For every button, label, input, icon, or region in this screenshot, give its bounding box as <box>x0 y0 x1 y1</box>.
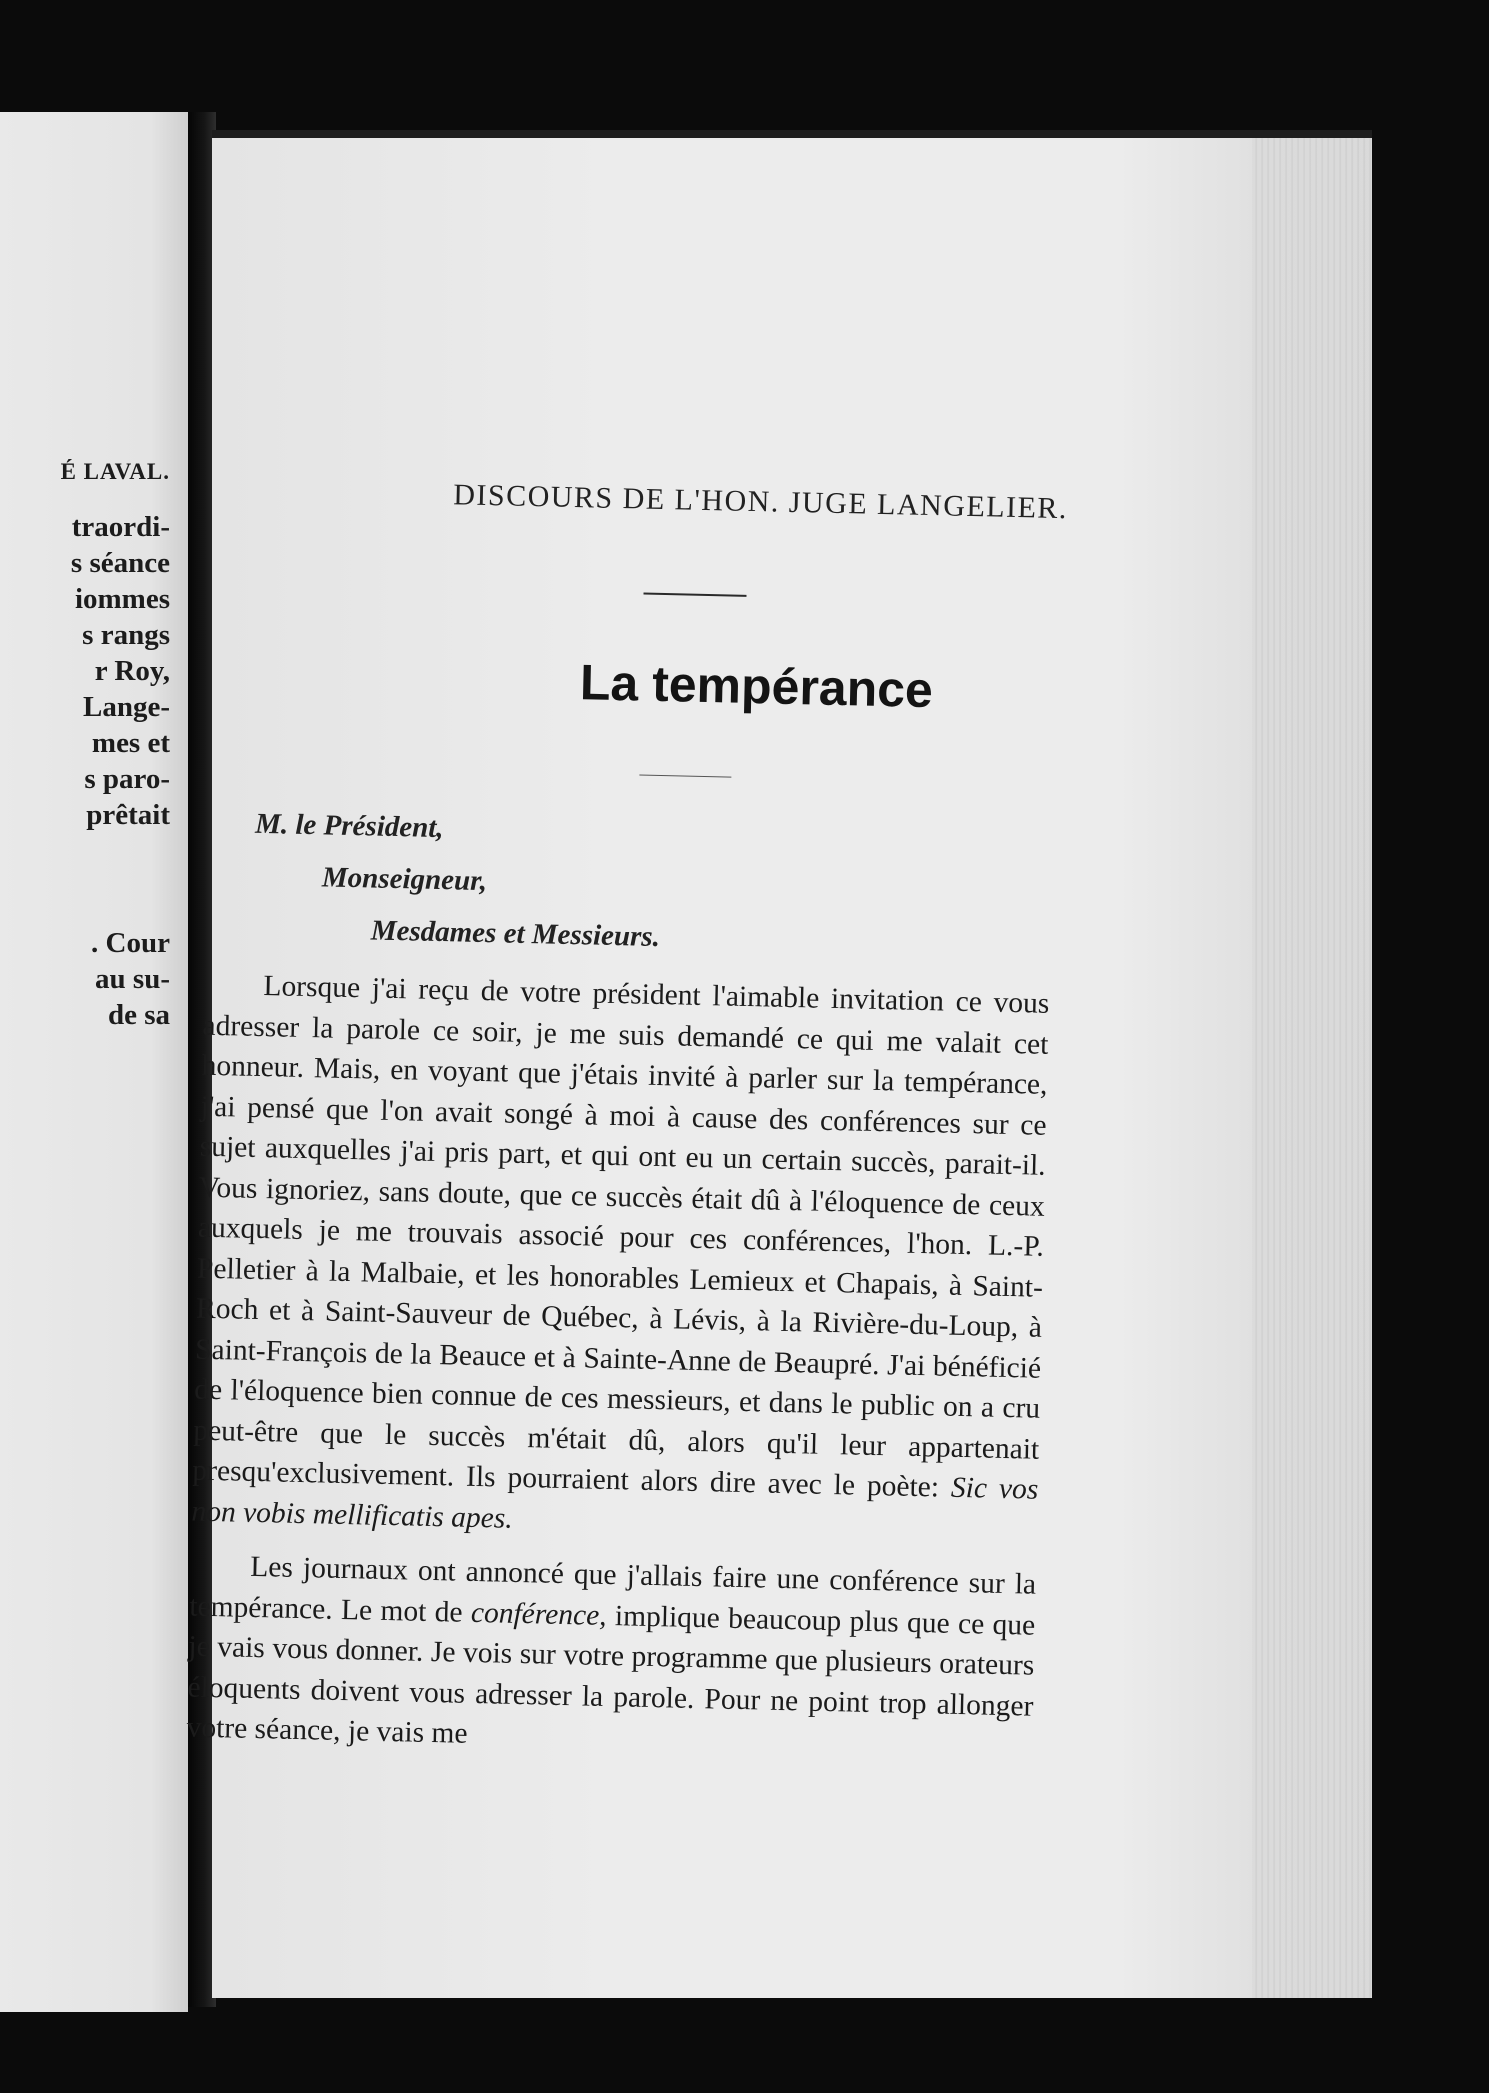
italic-word: conférence, <box>470 1596 608 1632</box>
divider-rule <box>639 775 731 778</box>
speech-title: La tempérance <box>579 654 934 719</box>
left-page-line: s séance <box>70 547 170 579</box>
left-page-line: r Roy, <box>94 655 170 687</box>
paragraph <box>191 965 1050 1551</box>
left-page-line: iommes <box>74 583 170 615</box>
salutation-line: Monseigneur, <box>321 861 488 898</box>
left-page-line: de sa <box>107 999 170 1031</box>
left-page-line: mes et <box>91 727 170 759</box>
paragraph-text: implique beaucoup plus que ce que je vais vous donner. Je vois sur votre programme que plusieurs orateurs éloquents doivent vous adresser la parole. Pour ne point trop allonger votre séance, je vais me <box>186 1599 1036 1750</box>
left-page <box>0 112 188 2012</box>
paragraph-text: Les journaux ont annoncé que j'allais faire une conférence sur la tempérance. Le mot de <box>189 1550 1037 1629</box>
left-page-running-header: É LAVAL. <box>60 459 170 484</box>
latin-quote: Sic vos non vobis mellificatis apes. <box>191 1471 1039 1535</box>
salutation-line: M. le Président, <box>254 807 444 845</box>
paragraph-text: Lorsque j'ai reçu de votre président l'aimable invitation ce vous adresser la parole ce soir, je me suis demandé ce qui me valait cet honneur. Mais, en voyant que j'étais invité à parler sur la tempérance, j'ai pensé que l'on avait songé à moi à cause des conférences sur ce sujet auxquelles j'ai pris part, et qui ont eu un certain succès, parait-il. Vous ignoriez, sans doute, que ce succès était dû à l'éloquence de ceux auxquels je me trouvais associé pour ces conférences, l'hon. L.-P. Pelletier à la Malbaie, et les honorables Lemieux et Chapais, à Saint-Roch et à Saint-Sauveur de Québec, à Lévis, à la Rivière-du-Loup, à Saint-François de la Beauce et à Sainte-Anne de Beaupré. J'ai bénéficié de l'éloquence bien connue de ces messieurs, et dans le public on a cru peut-être que le succès m'était dû, alors qu'il leur appartenait presqu'exclusivement. Ils pourraient alors dire avec le poète: <box>192 970 1050 1504</box>
left-page-line: prêtait <box>86 799 170 831</box>
left-page-line: Lange- <box>83 691 170 723</box>
divider-rule <box>643 593 746 597</box>
left-page-line: . Cour <box>91 927 170 959</box>
book-page <box>186 130 1372 1998</box>
paragraph <box>186 1546 1036 1768</box>
left-page-line: au su- <box>95 963 170 995</box>
speech-heading: DISCOURS DE L'HON. JUGE LANGELIER. <box>452 478 1069 526</box>
left-page-line: traordi- <box>71 511 170 543</box>
body-text <box>186 965 1050 1781</box>
salutation-line: Mesdames et Messieurs. <box>370 914 661 954</box>
page-content <box>187 125 1389 2011</box>
left-page-line: s rangs <box>82 619 170 651</box>
left-page-line: s paro- <box>84 763 170 795</box>
